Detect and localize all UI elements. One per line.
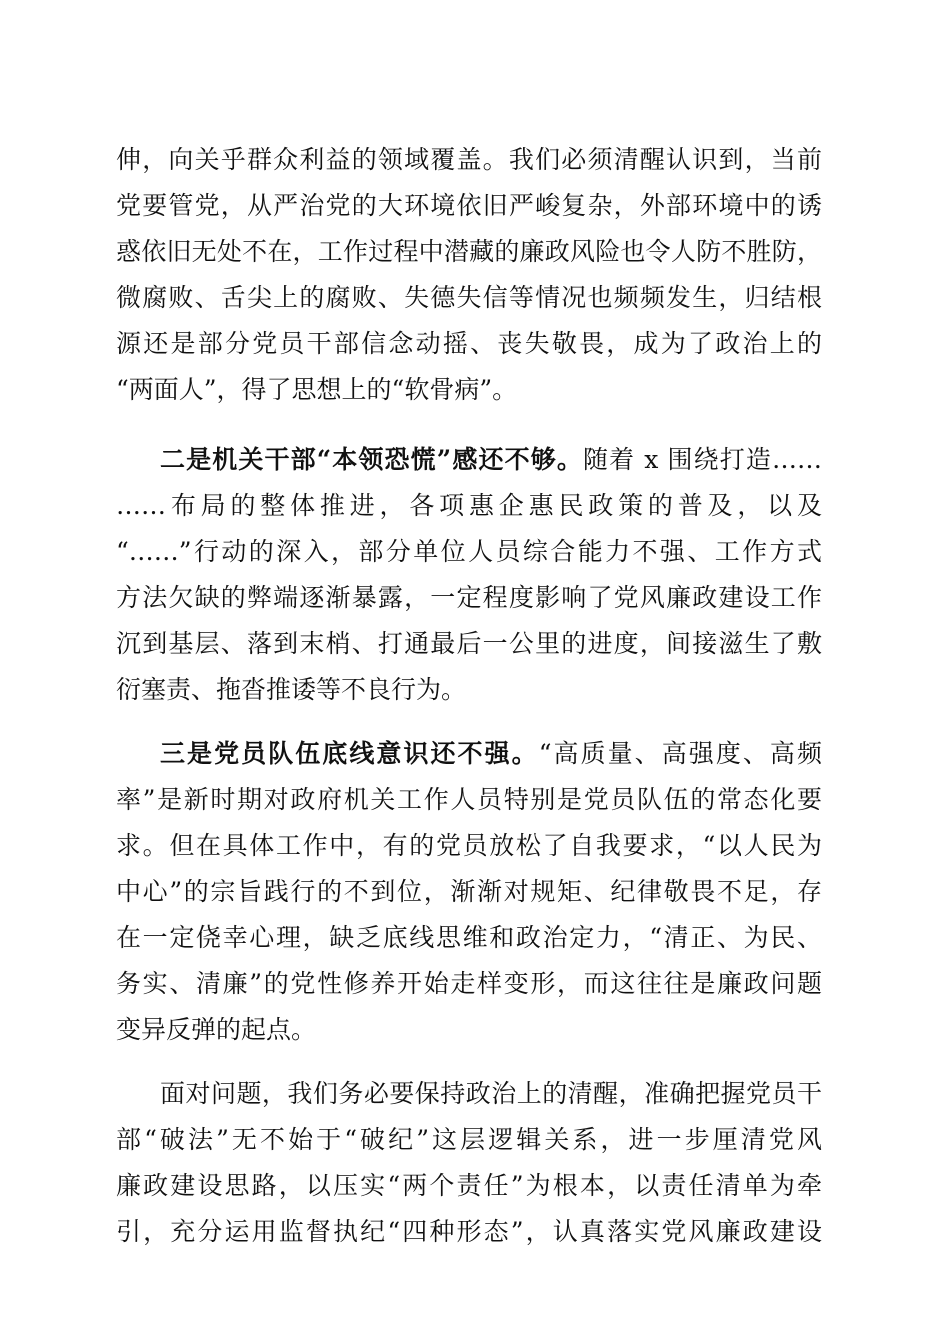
paragraph-line: 伸，向关乎群众利益的领域覆盖。我们必须清醒认识到，当前 <box>116 145 822 174</box>
paragraph-line: 微腐败、舌尖上的腐败、失德失信等情况也频频发生，归结根 <box>116 283 822 312</box>
paragraph-line: 中心”的宗旨践行的不到位，渐渐对规矩、纪律敬畏不足，存 <box>116 877 822 906</box>
paragraph-line: 沉到基层、落到末梢、打通最后一公里的进度，间接滋生了敷 <box>116 629 822 658</box>
section-heading: 二是机关干部“本领恐慌”感还不够。 <box>160 445 583 474</box>
paragraph-line: 部“破法”无不始于“破纪”这层逻辑关系，进一步厘清党风 <box>116 1125 822 1154</box>
section-heading: 三是党员队伍底线意识还不强。 <box>160 739 539 768</box>
paragraph-line: 方法欠缺的弊端逐渐暴露，一定程度影响了党风廉政建设工作 <box>116 583 822 612</box>
paragraph-line: 求。但在具体工作中，有的党员放松了自我要求，“以人民为 <box>116 831 822 860</box>
paragraph-first-line: 面对问题，我们务必要保持政治上的清醒，准确把握党员干 <box>160 1079 822 1108</box>
paragraph-line: 惑依旧无处不在，工作过程中潜藏的廉政风险也令人防不胜防， <box>116 237 822 266</box>
paragraph-line: 变异反弹的起点。 <box>116 1015 317 1044</box>
paragraph-line: “两面人”，得了思想上的“软骨病”。 <box>116 375 518 404</box>
paragraph-line: 在一定侥幸心理，缺乏底线思维和政治定力，“清正、为民、 <box>116 923 822 952</box>
paragraph-line: “……”行动的深入，部分单位人员综合能力不强、工作方式 <box>116 537 822 566</box>
paragraph-line: 衍塞责、拖沓推诿等不良行为。 <box>116 675 467 704</box>
paragraph-line: 源还是部分党员干部信念动摇、丧失敬畏，成为了政治上的 <box>116 329 822 358</box>
paragraph-line: ……布局的整体推进，各项惠企惠民政策的普及，以及 <box>116 491 822 520</box>
paragraph-line: 廉政建设思路，以压实“两个责任”为根本，以责任清单为牵 <box>116 1171 822 1200</box>
paragraph-line: 引，充分运用监督执纪“四种形态”，认真落实党风廉政建设 <box>116 1217 822 1246</box>
paragraph-line: 党要管党，从严治党的大环境依旧严峻复杂，外部环境中的诱 <box>116 191 822 220</box>
paragraph-text: “高质量、高强度、高频 <box>538 739 822 768</box>
paragraph-text: 随着 x 围绕打造…… <box>582 445 822 474</box>
paragraph-line: 务实、清廉”的党性修养开始走样变形，而这往往是廉政问题 <box>116 969 822 998</box>
paragraph-line: 率”是新时期对政府机关工作人员特别是党员队伍的常态化要 <box>116 785 822 814</box>
paragraph-first-line <box>160 732 822 776</box>
